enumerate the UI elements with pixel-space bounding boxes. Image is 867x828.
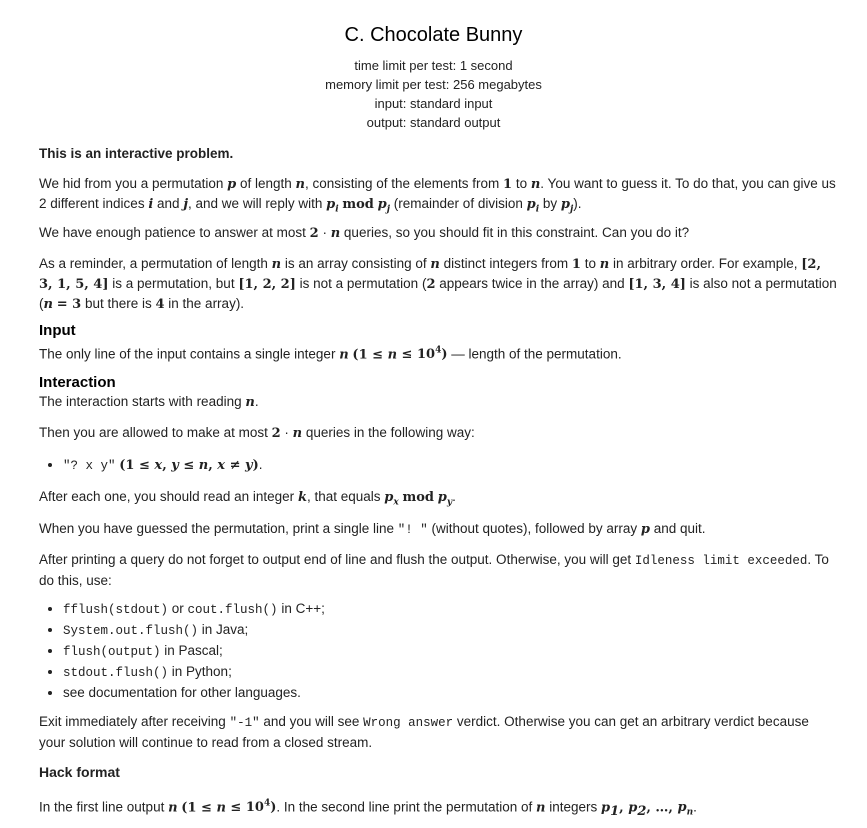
- interaction-paragraph-5: After printing a query do not forget to output end of line and flush the output. Otherwise, you will get Idleness limit exceeded. To do this, use:: [39, 552, 829, 588]
- input-heading: Input: [39, 322, 76, 339]
- query-format-list: [39, 455, 837, 476]
- hack-heading: Hack format: [39, 764, 120, 780]
- input-spec: input: standard input: [374, 96, 493, 111]
- flush-item-pascal: • flush(output) in Pascal;: [63, 641, 837, 662]
- flush-item-python: • stdout.flush() in Python;: [63, 662, 837, 683]
- interaction-paragraph-6: Exit immediately after receiving "-1" and you will see Wrong answer verdict. Otherwise you can get an arbitrary verdict because your solution will continue to read from a closed stream.: [39, 714, 809, 750]
- output-spec: output: standard output: [366, 115, 501, 130]
- problem-header: [0, 0, 867, 132]
- interaction-paragraph-2: Then you are allowed to make at most 2 · n queries in the following way:: [39, 425, 475, 441]
- interaction-paragraph-3: After each one, you should read an integer k, that equals $p_x$ mod $p_y$.: [39, 489, 456, 508]
- statement-paragraph-1: We hid from you a permutation p of length n, consisting of the elements from 1 to n. You want to guess it. To do that, you can give us 2 different indices i and j, and we will reply with $p_i$ mod $p_j$ (remainder of division $p_i$ by $p_j$).: [39, 176, 836, 215]
- query-format-item: • "? x y" (1 ≤ x, y ≤ n, x ≠ y).: [63, 455, 837, 476]
- interactive-note: This is an interactive problem.: [39, 146, 234, 161]
- flush-item-cpp: • fflush(stdout) or cout.flush() in C++;: [63, 599, 837, 620]
- statement-paragraph-3: As a reminder, a permutation of length n is an array consisting of n distinct integers from 1 to n in arbitrary order. For example, [2, 3, 1, 5, 4] is a permutation, but [1, 2, 2] is not a permutation (2 appears twice in the array) and [1, 3, 4] is also not a permutation (n = 3 but there is 4 in the array).: [39, 256, 837, 312]
- interaction-paragraph-1: The interaction starts with reading n.: [39, 394, 259, 410]
- problem-title: C. Chocolate Bunny: [344, 24, 523, 46]
- hack-text: In the first line output n $(1 \le n \le 10^4)$. In the second line print the permutation of n integers $p_1$, $p_2$, …, $p_n$.: [39, 799, 697, 820]
- statement-paragraph-2: We have enough patience to answer at most 2 · n queries, so you should fit in this constraint. Can you do it?: [39, 225, 690, 241]
- flush-item-java: • System.out.flush() in Java;: [63, 620, 837, 641]
- memory-limit: memory limit per test: 256 megabytes: [325, 77, 542, 92]
- input-text: The only line of the input contains a single integer n $(1 \le n \le 10^4)$ — length of the permutation.: [39, 346, 622, 363]
- interaction-paragraph-4: When you have guessed the permutation, print a single line "! " (without quotes), followed by array p and quit.: [39, 521, 706, 537]
- interaction-heading: Interaction: [39, 374, 116, 391]
- time-limit: time limit per test: 1 second: [354, 58, 513, 73]
- flush-item-other: • see documentation for other languages.: [63, 683, 837, 703]
- flush-methods-list: [39, 599, 837, 703]
